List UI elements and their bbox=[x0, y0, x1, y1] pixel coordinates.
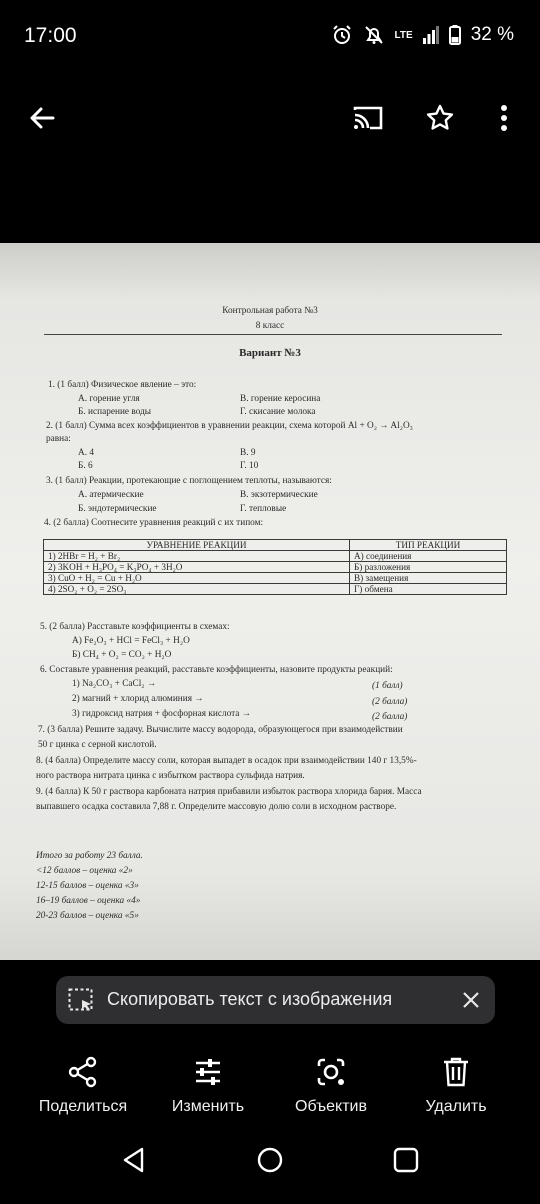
system-nav-bar bbox=[0, 1136, 540, 1184]
table-cell-type: В) замещения bbox=[350, 573, 507, 584]
q3-option-b: Б. эндотермические bbox=[78, 504, 157, 514]
table-cell-type: А) соединения bbox=[350, 551, 507, 562]
status-icons bbox=[331, 24, 514, 46]
table-row bbox=[44, 573, 507, 584]
table-cell-equation: 4) 2SO₂ + O₂ = 2SO₃ bbox=[44, 584, 350, 595]
star-icon bbox=[425, 103, 455, 133]
lens-button[interactable] bbox=[266, 1052, 396, 1116]
copy-text-chip[interactable] bbox=[56, 976, 495, 1024]
table-cell-equation: 2) 3KOH + H₃PO₄ = K₃PO₄ + 3H₂O bbox=[44, 562, 350, 573]
battery-level: 32 % bbox=[470, 24, 514, 45]
share-button[interactable] bbox=[18, 1052, 148, 1116]
question-2: 2. (1 балл) Сумма всех коэффициентов в уравнении реакции, схема которой Al + O₂ → Al₂O₃ bbox=[46, 421, 413, 431]
trash-icon bbox=[442, 1056, 470, 1088]
question-9-cont: выпавшего осадка составила 7,88 г. Определите массовую долю соли в исходном растворе. bbox=[36, 802, 397, 812]
q3-option-c: В. экзотермические bbox=[240, 490, 318, 500]
score-grade-2: <12 баллов – оценка «2» bbox=[36, 866, 133, 876]
q6-item-3-points: (2 балла) bbox=[372, 712, 408, 722]
q6-item-3: 3) гидроксид натрия + фосфорная кислота → bbox=[72, 709, 252, 719]
q6-item-2-points: (2 балла) bbox=[372, 697, 408, 707]
q6-item-1: 1) Na₂CO₃ + CaCl₂ → bbox=[72, 679, 157, 689]
question-8-cont: ного раствора нитрата цинка с избытком раствора сульфида натрия. bbox=[36, 771, 305, 781]
q1-option-c: В. горение керосина bbox=[240, 394, 321, 404]
question-2-cont: равна: bbox=[46, 434, 71, 444]
photo-view[interactable] bbox=[0, 243, 540, 960]
doc-header-title: Контрольная работа №3 bbox=[222, 306, 318, 316]
question-3: 3. (1 балл) Реакции, протекающие с поглощением теплоты, называются: bbox=[46, 476, 332, 486]
more-vert-icon bbox=[500, 104, 508, 132]
tune-icon bbox=[193, 1057, 223, 1087]
table-row bbox=[44, 551, 507, 562]
q5-scheme-b: Б) CH₄ + O₂ = CO₂ + H₂O bbox=[72, 650, 172, 660]
q5-scheme-a: А) Fe₂O₃ + HCl = FeCl₃ + H₂O bbox=[72, 636, 190, 646]
favorite-button[interactable] bbox=[420, 98, 460, 138]
table-cell-type: Б) разложения bbox=[350, 562, 507, 573]
more-options-button[interactable] bbox=[486, 98, 522, 138]
table-cell-equation: 1) 2HBr = H₂ + Br₂ bbox=[44, 551, 350, 562]
close-icon[interactable] bbox=[461, 990, 481, 1015]
back-button[interactable] bbox=[22, 98, 62, 138]
question-5: 5. (2 балла) Расставьте коэффициенты в схемах: bbox=[40, 622, 230, 632]
q1-option-b: Б. испарение воды bbox=[78, 407, 152, 417]
question-7: 7. (3 балла) Решите задачу. Вычислите массу водорода, образующегося при взаимодействии bbox=[38, 725, 403, 735]
document-sheet bbox=[0, 243, 540, 960]
edit-label: Изменить bbox=[171, 1098, 245, 1115]
mute-icon bbox=[363, 24, 385, 46]
delete-label: Удалить bbox=[425, 1098, 487, 1115]
table-row bbox=[44, 562, 507, 573]
q1-option-d: Г. скисание молока bbox=[240, 407, 316, 417]
variant-title: Вариант №3 bbox=[239, 347, 301, 359]
lens-label: Объектив bbox=[295, 1098, 367, 1115]
network-label: LTE bbox=[394, 29, 413, 41]
nav-recents-icon[interactable] bbox=[392, 1146, 420, 1179]
top-app-bar bbox=[0, 86, 540, 154]
question-4: 4. (2 балла) Соотнесите уравнения реакций с их типом: bbox=[44, 518, 264, 528]
q6-item-1-points: (1 балл) bbox=[372, 681, 403, 691]
copy-text-label: Скопировать текст с изображения bbox=[107, 989, 393, 1009]
question-8: 8. (4 балла) Определите массу соли, которая выпадет в осадок при взаимодействии 140 г 13,5%- bbox=[36, 756, 417, 766]
back-arrow-icon bbox=[28, 104, 56, 132]
text-select-icon bbox=[68, 988, 94, 1017]
q3-option-a: А. атермические bbox=[78, 490, 144, 500]
q3-option-d: Г. тепловые bbox=[240, 504, 287, 514]
q2-option-c: В. 9 bbox=[240, 448, 256, 458]
table-cell-type: Г) обмена bbox=[350, 584, 507, 595]
nav-back-icon[interactable] bbox=[120, 1146, 148, 1179]
question-6: 6. Составьте уравнения реакций, расставьте коэффициенты, назовите продукты реакций: bbox=[40, 665, 393, 675]
q1-option-a: А. горение угля bbox=[78, 394, 140, 404]
edit-button[interactable] bbox=[143, 1052, 273, 1116]
reaction-table bbox=[43, 539, 507, 595]
bottom-actions bbox=[0, 1052, 540, 1122]
battery-icon bbox=[449, 25, 461, 45]
q2-option-a: А. 4 bbox=[78, 448, 95, 458]
question-9: 9. (4 балла) К 50 г раствора карбоната натрия прибавили избыток раствора хлорида бария. Масса bbox=[36, 787, 422, 797]
table-cell-equation: 3) CuO + H₂ = Cu + H₂O bbox=[44, 573, 350, 584]
table-header-row bbox=[44, 540, 507, 551]
q2-option-b: Б. 6 bbox=[78, 461, 93, 471]
alarm-icon bbox=[331, 24, 353, 46]
share-icon bbox=[67, 1056, 99, 1088]
status-time: 17:00 bbox=[24, 24, 77, 47]
question-1: 1. (1 балл) Физическое явление – это: bbox=[48, 380, 197, 390]
table-header-equation: УРАВНЕНИЕ РЕАКЦИИ bbox=[44, 540, 350, 551]
q6-item-2: 2) магний + хлорид алюминия → bbox=[72, 694, 204, 704]
score-grade-3: 12-15 баллов – оценка «3» bbox=[36, 881, 139, 891]
score-grade-4: 16–19 баллов – оценка «4» bbox=[36, 896, 141, 906]
question-7-cont: 50 г цинка с серной кислотой. bbox=[38, 740, 157, 750]
table-header-type: ТИП РЕАКЦИИ bbox=[350, 540, 507, 551]
cast-button[interactable] bbox=[348, 98, 388, 138]
share-label: Поделиться bbox=[38, 1098, 128, 1115]
signal-icon bbox=[423, 26, 439, 44]
cast-icon bbox=[352, 104, 384, 132]
lens-icon bbox=[315, 1056, 347, 1088]
score-grade-5: 20-23 баллов – оценка «5» bbox=[36, 911, 139, 921]
status-bar bbox=[0, 0, 540, 72]
delete-button[interactable] bbox=[391, 1052, 521, 1116]
q2-option-d: Г. 10 bbox=[240, 461, 259, 471]
score-total: Итого за работу 23 балла. bbox=[36, 851, 143, 861]
header-divider bbox=[44, 334, 502, 335]
doc-header-grade: 8 класс bbox=[255, 321, 285, 331]
table-row bbox=[44, 584, 507, 595]
nav-home-icon[interactable] bbox=[256, 1146, 284, 1179]
